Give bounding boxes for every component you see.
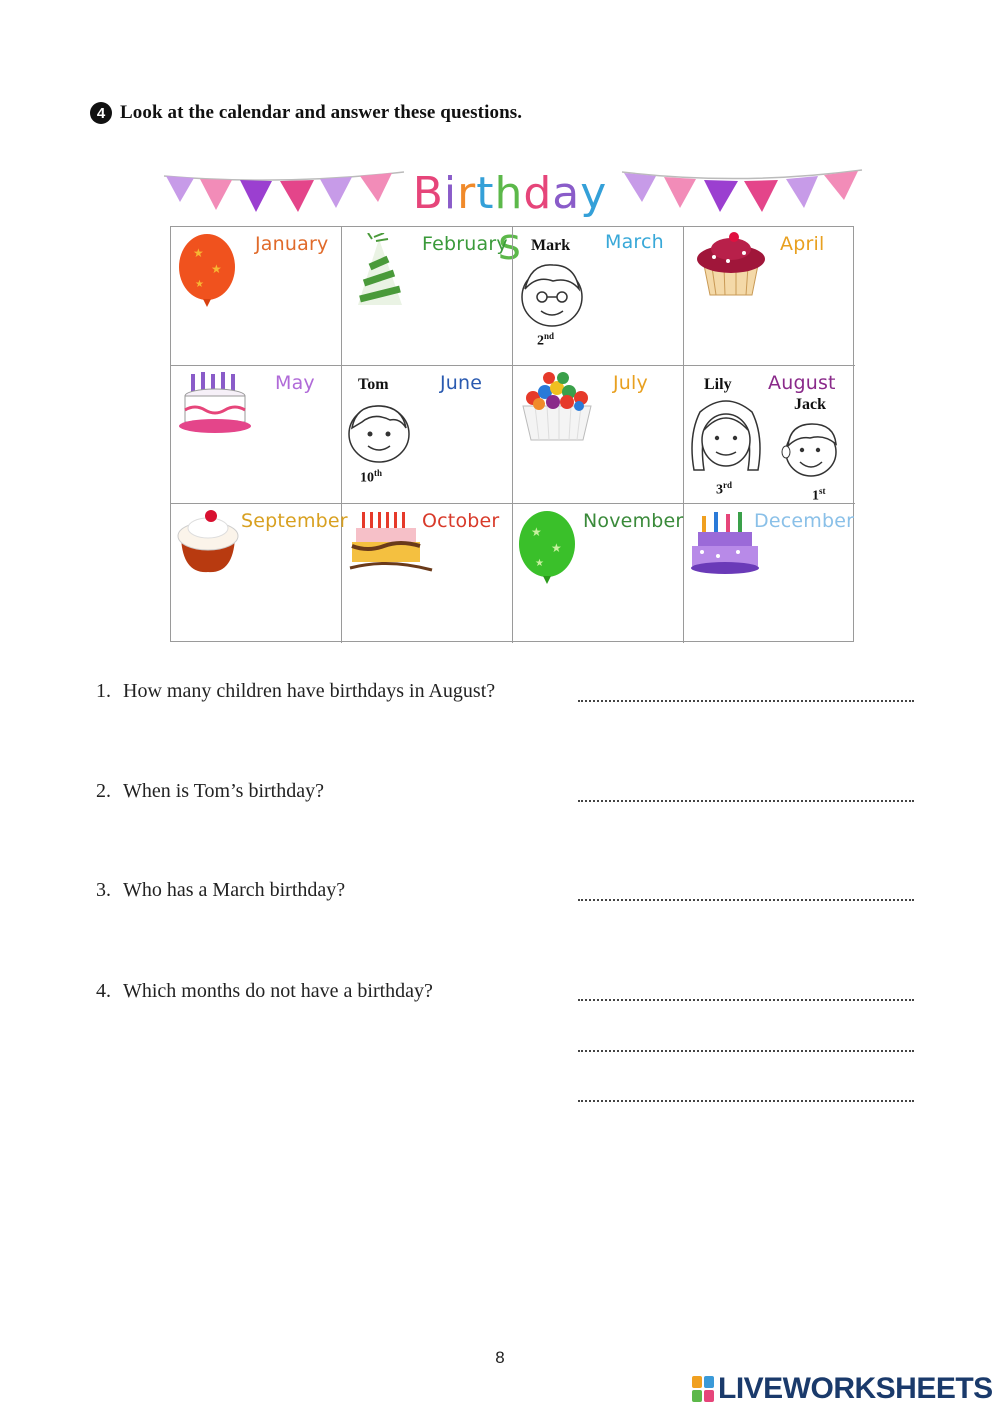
answer-line-4c[interactable] xyxy=(578,1096,914,1102)
question-number: 3. xyxy=(96,879,111,901)
calendar-cell-august xyxy=(684,366,855,505)
birthday-cake-icon xyxy=(177,370,253,436)
birthday-calendar xyxy=(170,226,854,642)
calendar-cell-december xyxy=(684,504,855,643)
month-label-december: December xyxy=(754,510,855,533)
month-label-may: May xyxy=(275,371,315,394)
month-label-january: January xyxy=(255,233,329,255)
liveworksheets-brand xyxy=(692,1372,993,1406)
answer-line-1[interactable] xyxy=(578,696,914,702)
svg-text:★: ★ xyxy=(531,525,542,540)
calendar-cell-november xyxy=(513,504,684,643)
answer-line-4b[interactable] xyxy=(578,1046,914,1052)
month-label-july: July xyxy=(613,371,648,394)
banner-title: Birthdays xyxy=(412,168,608,270)
candy-cup-icon xyxy=(519,370,595,442)
calendar-cell-february xyxy=(342,227,513,366)
cupcake-icon xyxy=(175,508,241,574)
calendar-cell-july xyxy=(513,366,684,505)
party-hat-icon xyxy=(354,233,404,309)
svg-text:★: ★ xyxy=(195,279,204,290)
birthday-date: 1st xyxy=(812,485,826,504)
question-1 xyxy=(96,680,495,703)
question-text: Who has a March birthday? xyxy=(123,879,346,901)
boy-face-icon xyxy=(780,418,842,480)
question-text: Which months do not have a birthday? xyxy=(123,980,433,1002)
person-name: Mark xyxy=(531,237,571,254)
page-number: 8 xyxy=(495,1348,505,1367)
calendar-cell-january xyxy=(171,227,342,366)
month-label-november: November xyxy=(583,510,684,533)
question-4 xyxy=(96,980,433,1003)
bunting-flags-right xyxy=(624,171,858,212)
svg-text:★: ★ xyxy=(535,558,544,570)
answer-line-3[interactable] xyxy=(578,895,914,901)
question-text: When is Tom’s birthday? xyxy=(123,780,324,802)
calendar-cell-october xyxy=(342,504,513,643)
person-name: Lily xyxy=(704,375,732,393)
month-label-august: August xyxy=(768,371,836,394)
answer-line-2[interactable] xyxy=(578,796,914,802)
boy-face-icon xyxy=(344,398,414,466)
birthday-date: 10th xyxy=(360,467,383,486)
balloon-icon xyxy=(517,510,579,590)
person-name: Tom xyxy=(358,375,389,393)
boy-face-icon xyxy=(517,259,587,329)
svg-text:★: ★ xyxy=(193,246,204,260)
birthday-date: 3rd xyxy=(716,479,732,498)
instruction-heading xyxy=(90,102,522,124)
question-text: How many children have birthdays in August? xyxy=(123,680,496,702)
exercise-number-badge: 4 xyxy=(90,102,112,124)
question-3 xyxy=(96,879,345,902)
calendar-cell-april xyxy=(684,227,855,366)
month-label-june: June xyxy=(440,371,483,394)
birthday-cake-icon xyxy=(688,508,762,578)
girl-face-icon xyxy=(686,396,766,480)
month-label-march: March xyxy=(605,231,664,253)
instruction-text: Look at the calendar and answer these questions. xyxy=(120,102,523,123)
month-label-october: October xyxy=(422,510,500,533)
balloon-icon xyxy=(177,233,239,313)
month-label-september: September xyxy=(241,510,348,533)
birthday-date: 2nd xyxy=(537,331,555,349)
answer-line-4a[interactable] xyxy=(578,995,914,1001)
question-number: 2. xyxy=(96,780,111,802)
question-2 xyxy=(96,780,324,803)
svg-text:★: ★ xyxy=(211,262,222,276)
brand-text: LIVEWORKSHEETS xyxy=(718,1372,993,1405)
person-name: Jack xyxy=(794,395,826,413)
question-number: 1. xyxy=(96,680,111,702)
question-number: 4. xyxy=(96,980,111,1002)
month-label-april: April xyxy=(780,233,825,255)
svg-text:★: ★ xyxy=(551,541,562,556)
calendar-cell-may xyxy=(171,366,342,505)
month-label-february: February xyxy=(422,233,508,255)
calendar-cell-march xyxy=(513,227,684,366)
cupcake-icon xyxy=(694,231,768,297)
calendar-cell-september xyxy=(171,504,348,643)
liveworksheets-logo-icon xyxy=(692,1376,714,1402)
calendar-cell-june xyxy=(342,366,513,505)
